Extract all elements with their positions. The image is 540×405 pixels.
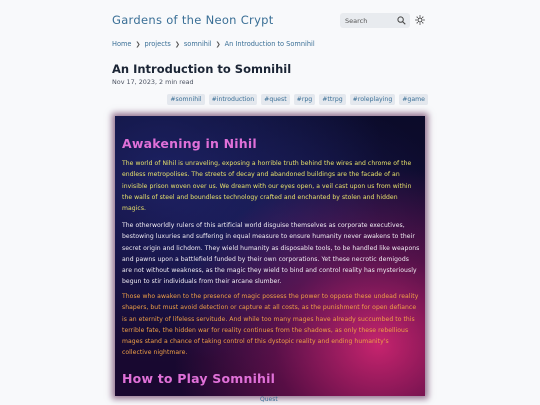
breadcrumb-home[interactable]: Home [112, 40, 132, 48]
page-title: An Introduction to Somnihil [112, 62, 292, 76]
breadcrumb-projects[interactable]: projects [144, 40, 171, 48]
search-input[interactable] [345, 17, 395, 25]
search-icon[interactable] [397, 16, 406, 25]
paragraph-intro: The world of Nihil is unraveling, exposing a horrible truth behind the wires and chrome of the endless metropolises. The streets of decay and abandoned buildings are the facade of an invisible prison woven over us. We dream with our eyes open, a veil cast upon us from within the walls of steel and boundless technology crafted and enchanted by stolen and hidden magics. [122, 160, 412, 213]
breadcrumb-current[interactable]: An Introduction to Somnihil [224, 40, 315, 48]
tag-quest[interactable]: #quest [261, 94, 290, 105]
tag-roleplaying[interactable]: #roleplaying [350, 94, 396, 105]
post-date: Nov 17, 2023, [112, 78, 157, 86]
post-read-time: 2 min read [159, 78, 194, 86]
chevron-right-icon: ❯ [135, 40, 141, 48]
paragraph-awaken: Those who awaken to the presence of magic possess the power to oppose these undead reality shapers, but must avoid detection or capture at all costs, as the punishment for open defiance is an eternity of lifeless servitude. And while too many mages have already succumbed to this terrible fate, the hidden war for reality continues from the shadows, as only these rebellious mages stand a chance of taking control of this dystopic reality and ending humanity's collective nightmare. [122, 293, 419, 357]
tag-game[interactable]: #game [399, 94, 428, 105]
chevron-right-icon: ❯ [174, 40, 180, 48]
section-heading-awakening: Awakening in Nihil [122, 136, 257, 151]
breadcrumb-somnihil[interactable]: somnihil [183, 40, 212, 48]
section-heading-how-to-play: How to Play Somnihil [122, 371, 276, 386]
paragraph-rulers: The otherworldly rulers of this artificial world disguise themselves as corporate executives, bestowing luxuries and suffering in equal measure to ensure humanity never awakens to their secret origin and lichdom. They wield humanity as disposable tools, to be handled like weapons and pawns upon a battlefield funded by their own corporations. Yet these necrotic demigods are not without weakness, as the magic they wield to bind and control reality has mysteriously begun to stir individuals from their arcane slumber. [122, 222, 420, 286]
tag-list [167, 94, 428, 105]
post-meta [112, 78, 194, 86]
tag-somnihil[interactable]: #somnihil [167, 94, 204, 105]
site-title[interactable]: Gardens of the Neon Crypt [112, 13, 274, 27]
chevron-right-icon: ❯ [215, 40, 221, 48]
tag-introduction[interactable]: #introduction [209, 94, 258, 105]
breadcrumb [112, 40, 315, 48]
tag-rpg[interactable]: #rpg [294, 94, 316, 105]
tag-ttrpg[interactable]: #ttrpg [319, 94, 345, 105]
sun-icon[interactable] [415, 15, 425, 25]
quest-link[interactable]: Quest [260, 396, 278, 403]
search-box[interactable] [340, 13, 410, 28]
lore-card [115, 116, 425, 396]
